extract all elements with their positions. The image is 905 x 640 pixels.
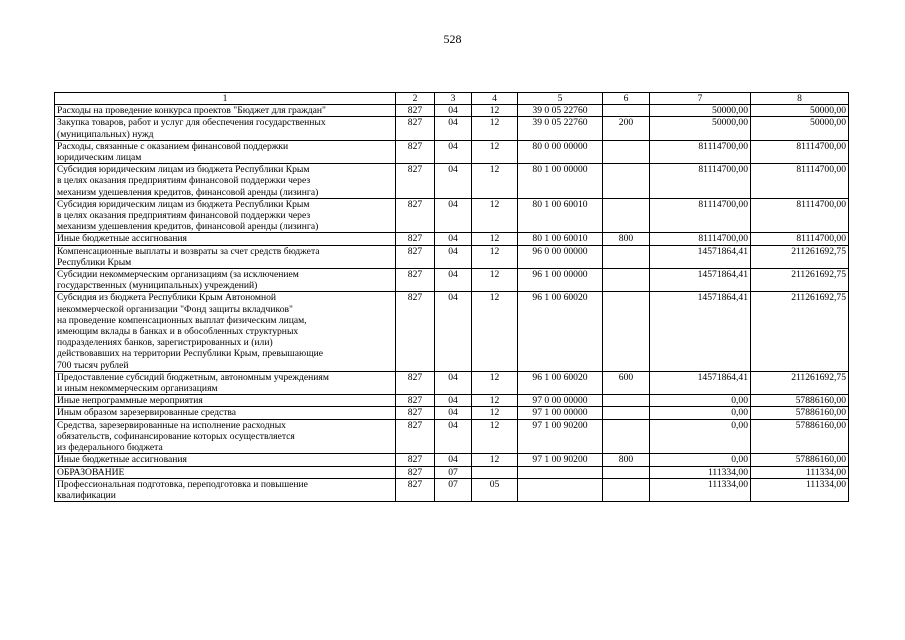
amount-col7-cell: 81114700,00 (650, 198, 751, 233)
amount-col7-cell: 81114700,00 (650, 140, 751, 163)
table-row (55, 395, 849, 407)
description-line: и иным некоммерческим организациям (57, 383, 218, 395)
header-cell: 2 (396, 93, 435, 105)
amount-col7-cell: 14571864,41 (650, 269, 751, 292)
amount-col8-cell: 50000,00 (751, 117, 849, 140)
target-article-cell: 39 0 05 22760 (518, 105, 603, 117)
section-code-cell: 04 (435, 395, 472, 407)
amount-col7-cell: 50000,00 (650, 117, 751, 140)
expense-type-cell (603, 140, 650, 163)
amount-col8-cell: 211261692,75 (751, 292, 849, 371)
subsection-code-cell: 12 (472, 164, 518, 199)
description-line: механизм удешевления кредитов, финансовой аренды (лизинга) (57, 186, 319, 198)
header-cell: 8 (751, 93, 849, 105)
subsection-code-cell: 12 (472, 140, 518, 163)
amount-col8-cell: 57886160,00 (751, 407, 849, 419)
description-line: в целях оказания предприятиям финансовой поддержки через (57, 210, 311, 222)
expense-type-cell (603, 292, 650, 371)
subsection-code-cell: 12 (472, 407, 518, 419)
ministry-code-cell: 827 (396, 407, 435, 419)
amount-col8-cell: 57886160,00 (751, 395, 849, 407)
subsection-code-cell: 12 (472, 454, 518, 466)
subsection-code-cell: 12 (472, 292, 518, 371)
target-article-cell: 80 1 00 00000 (518, 164, 603, 199)
amount-col8-cell: 50000,00 (751, 105, 849, 117)
amount-col7-cell: 14571864,41 (650, 371, 751, 394)
amount-col7-cell: 81114700,00 (650, 233, 751, 245)
section-code-cell: 04 (435, 117, 472, 140)
description-line: квалификации (57, 489, 116, 501)
target-article-cell: 97 0 00 00000 (518, 395, 603, 407)
subsection-code-cell: 12 (472, 117, 518, 140)
description-line: Расходы на проведение конкурса проектов "Бюджет для граждан" (57, 105, 326, 117)
expense-type-cell: 600 (603, 371, 650, 394)
description-line: Иным образом зарезервированные средства (57, 407, 237, 419)
row-description-cell (55, 140, 396, 163)
expense-type-cell (603, 164, 650, 199)
ministry-code-cell: 827 (396, 419, 435, 454)
amount-col8-cell: 81114700,00 (751, 198, 849, 233)
expense-type-cell (603, 478, 650, 501)
amount-col8-cell: 211261692,75 (751, 269, 849, 292)
description-line: имеющим вклады в банках и в обособленных структурных (57, 326, 299, 338)
target-article-cell: 96 1 00 60020 (518, 371, 603, 394)
section-code-cell: 04 (435, 292, 472, 371)
description-line: Средства, зарезервированные на исполнение расходных (57, 419, 286, 431)
ministry-code-cell: 827 (396, 233, 435, 245)
ministry-code-cell: 827 (396, 198, 435, 233)
target-article-cell: 39 0 05 22760 (518, 117, 603, 140)
amount-col8-cell: 211261692,75 (751, 245, 849, 268)
row-description-cell (55, 419, 396, 454)
subsection-code-cell: 12 (472, 269, 518, 292)
target-article-cell (518, 478, 603, 501)
expense-type-cell (603, 407, 650, 419)
table-row (55, 466, 849, 478)
description-line: из федерального бюджета (57, 442, 163, 454)
amount-col7-cell: 0,00 (650, 419, 751, 454)
row-description-cell (55, 466, 396, 478)
amount-col7-cell: 81114700,00 (650, 164, 751, 199)
row-description-cell (55, 269, 396, 292)
header-cell: 1 (55, 93, 396, 105)
amount-col7-cell: 14571864,41 (650, 292, 751, 371)
amount-col7-cell: 14571864,41 (650, 245, 751, 268)
amount-col8-cell: 57886160,00 (751, 419, 849, 454)
subsection-code-cell: 12 (472, 198, 518, 233)
amount-col8-cell: 211261692,75 (751, 371, 849, 394)
row-description-cell (55, 454, 396, 466)
section-code-cell: 04 (435, 245, 472, 268)
row-description-cell (55, 478, 396, 501)
ministry-code-cell: 827 (396, 454, 435, 466)
row-description-cell (55, 371, 396, 394)
subsection-code-cell: 12 (472, 105, 518, 117)
subsection-code-cell (472, 466, 518, 478)
expense-type-cell (603, 269, 650, 292)
row-description-cell (55, 407, 396, 419)
section-code-cell: 04 (435, 105, 472, 117)
subsection-code-cell: 12 (472, 245, 518, 268)
target-article-cell: 96 1 00 60020 (518, 292, 603, 371)
ministry-code-cell: 827 (396, 269, 435, 292)
description-line: Субсидии некоммерческим организациям (за исключением (57, 269, 299, 281)
section-code-cell: 04 (435, 371, 472, 394)
expense-type-cell (603, 105, 650, 117)
amount-col8-cell: 111334,00 (751, 466, 849, 478)
section-code-cell: 04 (435, 269, 472, 292)
ministry-code-cell: 827 (396, 245, 435, 268)
table-row (55, 269, 849, 292)
description-line: действовавших на территории Республики Крым, превышающие (57, 348, 323, 360)
section-code-cell: 04 (435, 419, 472, 454)
section-code-cell: 07 (435, 478, 472, 501)
description-line: Расходы, связанные с оказанием финансовой поддержки (57, 140, 289, 152)
description-line: Субсидия из бюджета Республики Крым Автономной (57, 292, 277, 304)
header-row (55, 93, 849, 105)
subsection-code-cell: 12 (472, 419, 518, 454)
budget-table (54, 92, 849, 502)
row-description-cell (55, 245, 396, 268)
expense-type-cell: 800 (603, 454, 650, 466)
header-cell: 5 (518, 93, 603, 105)
amount-col7-cell: 111334,00 (650, 478, 751, 501)
description-line: подразделениях банков, зарегистрированных и (или) (57, 337, 273, 349)
table-row (55, 105, 849, 117)
ministry-code-cell: 827 (396, 371, 435, 394)
description-line: на проведение компенсационных выплат физическим лицам, (57, 314, 307, 326)
amount-col7-cell: 0,00 (650, 395, 751, 407)
expense-type-cell: 800 (603, 233, 650, 245)
description-line: 700 тысяч рублей (57, 359, 129, 371)
subsection-code-cell: 12 (472, 233, 518, 245)
description-line: Иные бюджетные ассигнования (57, 233, 187, 245)
expense-type-cell (603, 419, 650, 454)
row-description-cell (55, 292, 396, 371)
row-description-cell (55, 233, 396, 245)
table-row (55, 140, 849, 163)
table-row (55, 198, 849, 233)
description-line: Субсидия юридическим лицам из бюджета Республики Крым (57, 164, 310, 176)
header-cell: 4 (472, 93, 518, 105)
description-line: некоммерческой организации "Фонд защиты вкладчиков" (57, 303, 293, 315)
section-code-cell: 04 (435, 454, 472, 466)
table-row (55, 292, 849, 371)
table-row (55, 233, 849, 245)
section-code-cell: 04 (435, 164, 472, 199)
ministry-code-cell: 827 (396, 395, 435, 407)
expense-type-cell (603, 466, 650, 478)
header-cell: 3 (435, 93, 472, 105)
ministry-code-cell: 827 (396, 105, 435, 117)
target-article-cell: 97 1 00 00000 (518, 407, 603, 419)
table-row (55, 419, 849, 454)
description-line: Профессиональная подготовка, переподготовка и повышение (57, 478, 308, 490)
description-line: ОБРАЗОВАНИЕ (57, 466, 125, 478)
header-cell: 6 (603, 93, 650, 105)
header-cell: 7 (650, 93, 751, 105)
expense-type-cell (603, 245, 650, 268)
amount-col7-cell: 111334,00 (650, 466, 751, 478)
description-line: обязательств, софинансирование которых осуществляется (57, 430, 295, 442)
section-code-cell: 04 (435, 198, 472, 233)
table-row (55, 478, 849, 501)
description-line: Иные бюджетные ассигнования (57, 454, 187, 466)
subsection-code-cell: 12 (472, 371, 518, 394)
description-line: Республики Крым (57, 256, 132, 268)
row-description-cell (55, 395, 396, 407)
expense-type-cell: 200 (603, 117, 650, 140)
section-code-cell: 04 (435, 140, 472, 163)
amount-col8-cell: 81114700,00 (751, 233, 849, 245)
amount-col8-cell: 81114700,00 (751, 140, 849, 163)
page-number: 528 (443, 32, 462, 46)
expense-type-cell (603, 198, 650, 233)
row-description-cell (55, 198, 396, 233)
amount-col7-cell: 0,00 (650, 454, 751, 466)
section-code-cell: 07 (435, 466, 472, 478)
target-article-cell: 80 0 00 00000 (518, 140, 603, 163)
ministry-code-cell: 827 (396, 140, 435, 163)
description-line: Иные непрограммные мероприятия (57, 395, 203, 407)
amount-col7-cell: 0,00 (650, 407, 751, 419)
description-line: юридическим лицам (57, 152, 142, 164)
table-row (55, 164, 849, 199)
ministry-code-cell: 827 (396, 164, 435, 199)
subsection-code-cell: 12 (472, 395, 518, 407)
ministry-code-cell: 827 (396, 117, 435, 140)
row-description-cell (55, 117, 396, 140)
section-code-cell: 04 (435, 407, 472, 419)
table-row (55, 371, 849, 394)
table-row (55, 117, 849, 140)
ministry-code-cell: 827 (396, 478, 435, 501)
table-row (55, 245, 849, 268)
row-description-cell (55, 164, 396, 199)
table-row (55, 454, 849, 466)
amount-col8-cell: 81114700,00 (751, 164, 849, 199)
description-line: Предоставление субсидий бюджетным, автономным учреждениям (57, 371, 329, 383)
description-line: (муниципальных) нужд (57, 128, 154, 140)
target-article-cell: 97 1 00 90200 (518, 454, 603, 466)
ministry-code-cell: 827 (396, 466, 435, 478)
target-article-cell: 80 1 00 60010 (518, 198, 603, 233)
row-description-cell (55, 105, 396, 117)
expense-type-cell (603, 395, 650, 407)
amount-col7-cell: 50000,00 (650, 105, 751, 117)
description-line: Компенсационные выплаты и возвраты за счет средств бюджета (57, 245, 320, 257)
target-article-cell (518, 466, 603, 478)
description-line: в целях оказания предприятиям финансовой поддержки через (57, 175, 311, 187)
description-line: механизм удешевления кредитов, финансовой аренды (лизинга) (57, 221, 319, 233)
section-code-cell: 04 (435, 233, 472, 245)
amount-col8-cell: 111334,00 (751, 478, 849, 501)
target-article-cell: 96 1 00 00000 (518, 269, 603, 292)
amount-col8-cell: 57886160,00 (751, 454, 849, 466)
target-article-cell: 97 1 00 90200 (518, 419, 603, 454)
target-article-cell: 96 0 00 00000 (518, 245, 603, 268)
description-line: Субсидия юридическим лицам из бюджета Республики Крым (57, 198, 310, 210)
table-row (55, 407, 849, 419)
description-line: государственных (муниципальных) учреждений) (57, 280, 258, 292)
ministry-code-cell: 827 (396, 292, 435, 371)
target-article-cell: 80 1 00 60010 (518, 233, 603, 245)
description-line: Закупка товаров, работ и услуг для обеспечения государственных (57, 117, 326, 129)
subsection-code-cell: 05 (472, 478, 518, 501)
